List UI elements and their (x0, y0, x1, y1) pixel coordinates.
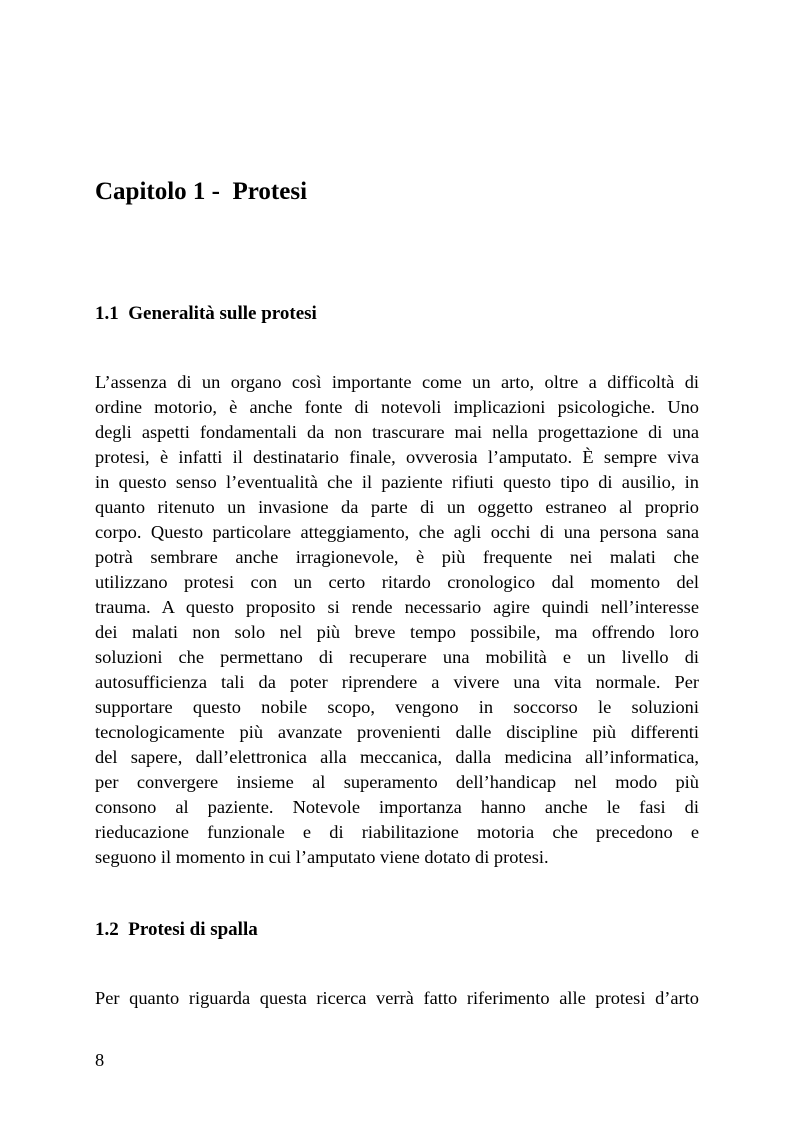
paragraph-line: del sapere, dall’elettronica alla meccanica, dalla medicina all’informatica, (95, 747, 699, 767)
paragraph-line: seguono il momento in cui l’amputato viene dotato di protesi. (95, 847, 549, 867)
paragraph-line: L’assenza di un organo così importante come un arto, oltre a difficoltà di (95, 372, 699, 392)
page-number: 8 (95, 1050, 105, 1070)
section-heading-1-1: 1.1 Generalità sulle protesi (95, 303, 317, 324)
paragraph-line: supportare questo nobile scopo, vengono in soccorso le soluzioni (95, 697, 699, 717)
paragraph-line: protesi, è infatti il destinatario finale, ovverosia l’amputato. È sempre viva (95, 447, 699, 467)
section-1-2-paragraph (95, 986, 699, 1011)
section-1-1-paragraph (95, 370, 699, 870)
paragraph-line: soluzioni che permettano di recuperare una mobilità e un livello di (95, 647, 699, 667)
paragraph-line: degli aspetti fondamentali da non trascurare mai nella progettazione di una (95, 422, 699, 442)
paragraph-line: tecnologicamente più avanzate provenienti dalle discipline più differenti (95, 722, 699, 742)
paragraph-line: rieducazione funzionale e di riabilitazione motoria che precedono e (95, 822, 699, 842)
paragraph-line: Per quanto riguarda questa ricerca verrà fatto riferimento alle protesi d’arto (95, 988, 699, 1008)
paragraph-line: quanto ritenuto un invasione da parte di un oggetto estraneo al proprio (95, 497, 699, 517)
paragraph-line: per convergere insieme al superamento dell’handicap nel modo più (95, 772, 699, 792)
chapter-title: Capitolo 1 - Protesi (95, 178, 308, 205)
paragraph-line: trauma. A questo proposito si rende necessario agire quindi nell’interesse (95, 597, 699, 617)
paragraph-line: autosufficienza tali da poter riprendere a vivere una vita normale. Per (95, 672, 699, 692)
paragraph-line: potrà sembrare anche irragionevole, è più frequente nei malati che (95, 547, 699, 567)
section-heading-1-2: 1.2 Protesi di spalla (95, 919, 258, 940)
paragraph-line: consono al paziente. Notevole importanza hanno anche le fasi di (95, 797, 699, 817)
paragraph-line: ordine motorio, è anche fonte di notevoli implicazioni psicologiche. Uno (95, 397, 699, 417)
paragraph-line: dei malati non solo nel più breve tempo possibile, ma offrendo loro (95, 622, 699, 642)
paragraph-line: in questo senso l’eventualità che il paziente rifiuti questo tipo di ausilio, in (95, 472, 699, 492)
paragraph-line: corpo. Questo particolare atteggiamento, che agli occhi di una persona sana (95, 522, 699, 542)
paragraph-line: utilizzano protesi con un certo ritardo cronologico dal momento del (95, 572, 699, 592)
